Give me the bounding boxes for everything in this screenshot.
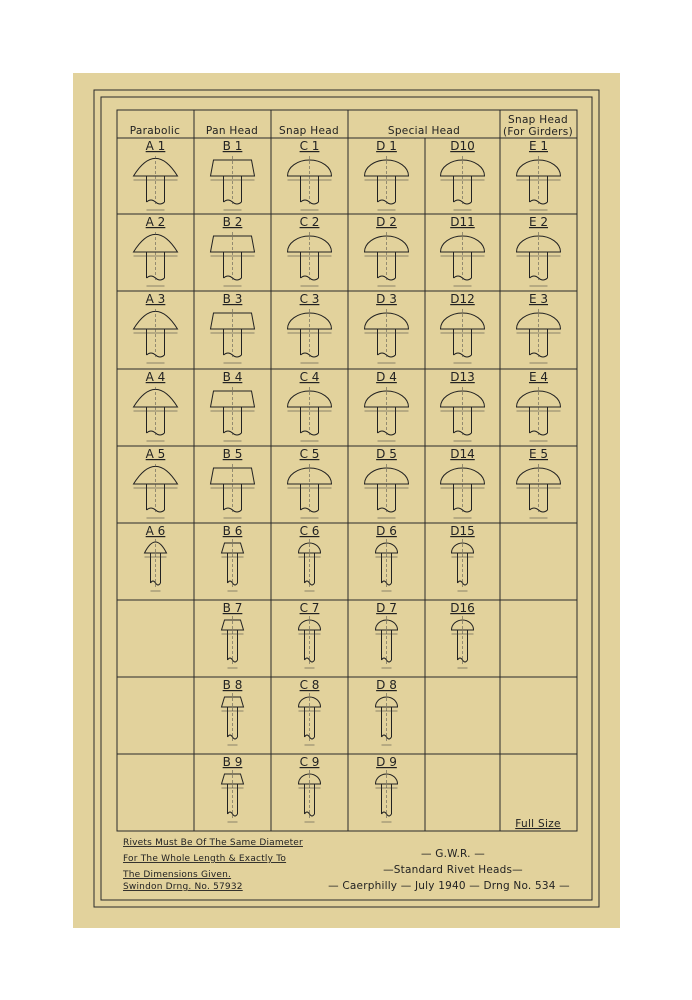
rivet-label: D 6 [376,524,397,538]
scale-label: Full Size [515,818,561,830]
rivet-label: B 6 [222,524,243,538]
rivet-cell [288,215,332,286]
note-ref: Swindon Drng. No. 57932 [123,882,243,892]
inner-border [101,97,592,900]
rivet-cell [134,215,178,286]
header-snap-head-girders-line1: Snap Head [508,114,568,126]
rivet-label: D 2 [376,215,397,229]
title-drawing: —Standard Rivet Heads— [383,864,523,876]
rivet-label: C 9 [299,755,320,769]
rivet-cell [450,601,475,668]
rivet-cell [134,447,178,518]
rivet-cell [365,370,409,441]
rivet-cell [365,447,409,518]
rivet-label: E 2 [528,215,549,229]
rivet-cell [517,370,561,441]
rivet-cell [517,447,561,518]
rivet-label: A 4 [145,370,166,384]
rivet-cell [517,215,561,286]
rivet-label: B 8 [222,678,243,692]
rivet-label: C 8 [299,678,320,692]
rivet-cell [211,139,255,210]
outer-border [94,90,599,907]
rivet-cell [222,678,244,745]
rivet-label: C 2 [299,215,320,229]
rivet-cell [441,139,485,210]
rivet-label: D 8 [376,678,397,692]
rivet-cell [134,370,178,441]
note-line-2: For The Whole Length & Exactly To [123,854,287,864]
rivet-label: C 7 [299,601,320,615]
rivet-cell [211,370,255,441]
header-pan-head: Pan Head [205,125,259,137]
rivet-label: D15 [450,524,475,538]
rivet-label: C 4 [299,370,320,384]
rivet-cell [376,678,398,745]
title-company: — G.W.R. — [421,848,485,860]
rivet-cell [145,524,167,591]
drawing-sheet [73,73,620,928]
rivet-cell [299,678,321,745]
rivet-label: E 1 [528,139,549,153]
rivet-cell [222,755,244,822]
rivet-cell [441,215,485,286]
rivet-label: E 5 [528,447,549,461]
rivet-label: A 2 [145,215,166,229]
rivet-label: C 6 [299,524,320,538]
table-grid [117,110,577,831]
rivet-label: D13 [450,370,475,384]
rivet-cell [134,292,178,363]
rivet-cell [288,292,332,363]
rivet-cell [441,292,485,363]
rivet-cell [365,139,409,210]
rivet-cell [211,292,255,363]
rivet-cell [211,447,255,518]
rivet-cell [450,524,475,591]
rivet-label: D14 [450,447,475,461]
rivet-cell [441,447,485,518]
header-parabolic: Parabolic [129,125,181,137]
rivet-cell [365,215,409,286]
rivet-label: A 1 [145,139,166,153]
rivet-cell [211,215,255,286]
rivet-cells [134,139,561,822]
rivet-label: D 4 [376,370,397,384]
rivet-label: D 3 [376,292,397,306]
rivet-cell [299,524,321,591]
rivet-label: B 3 [222,292,243,306]
rivet-cell [376,524,398,591]
rivet-label: D 9 [376,755,397,769]
rivet-cell [517,292,561,363]
rivet-cell [288,139,332,210]
rivet-label: B 2 [222,215,243,229]
rivet-cell [222,524,244,591]
rivet-cell [299,601,321,668]
rivet-label: E 4 [528,370,549,384]
header-snap-head-girders-line2: (For Girders) [503,126,573,138]
rivet-cell [376,601,398,668]
rivet-label: C 5 [299,447,320,461]
rivet-label: B 7 [222,601,243,615]
rivet-cell [134,139,178,210]
header-special-head: Special Head [387,125,461,137]
rivet-label: D16 [450,601,475,615]
rivet-cell [365,292,409,363]
rivet-label: D11 [450,215,475,229]
rivet-label: B 9 [222,755,243,769]
rivet-label: B 4 [222,370,243,384]
rivet-cell [222,601,244,668]
rivet-label: A 3 [145,292,166,306]
rivet-label: B 1 [222,139,243,153]
rivet-label: C 3 [299,292,320,306]
rivet-label: D 5 [376,447,397,461]
engineering-drawing [73,73,620,928]
rivet-label: D 1 [376,139,397,153]
note-line-1: Rivets Must Be Of The Same Diameter [123,838,303,848]
rivet-cell [441,370,485,441]
rivet-label: C 1 [299,139,320,153]
rivet-label: D 7 [376,601,397,615]
note-line-3: The Dimensions Given. [123,870,232,880]
rivet-cell [288,370,332,441]
rivet-cell [517,139,561,210]
rivet-label: D12 [450,292,475,306]
rivet-label: D10 [450,139,475,153]
header-snap-head: Snap Head [279,125,339,137]
rivet-cell [288,447,332,518]
rivet-label: E 3 [528,292,549,306]
rivet-label: A 5 [145,447,166,461]
rivet-cell [299,755,321,822]
title-reference: — Caerphilly — July 1940 — Drng No. 534 — [328,880,570,892]
rivet-label: A 6 [145,524,166,538]
rivet-label: B 5 [222,447,243,461]
rivet-cell [376,755,398,822]
